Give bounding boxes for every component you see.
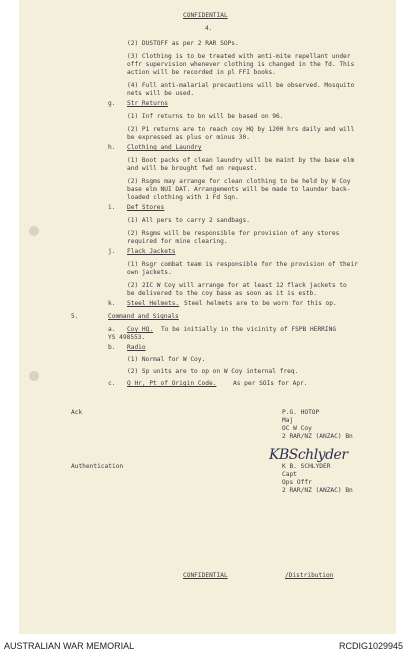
section-heading: Command and Signals [108,313,179,320]
text-line: action will be recorded in pl FFI books. [127,69,277,76]
text-line: and will be brought fwd on request. [127,165,258,172]
text-line: base elm NUI DAT. Arrangements will be made to launder back- [127,186,351,193]
para-label: a. [108,326,116,333]
text-line: be delivered to the coy base as soon as it is estb. [127,290,317,297]
text-line: required for mine clearing. [127,238,228,245]
text-line: As per SOIs for Apr. [233,380,308,387]
text-line: (1) Boot packs of clean laundry will be maint by the base elm [127,157,355,164]
classification-footer: CONFIDENTIAL [183,572,228,579]
text-line: own jackets. [127,269,172,276]
auth-name: K B. SCHLYDER [282,463,331,470]
page-number: 4. [205,25,213,32]
text-line: (2) Rsgms will be responsible for provision of any stores [127,230,340,237]
para-heading: Str Returns [127,100,168,107]
text-line: Steel helmets are to be worn for this op. [184,300,337,307]
para-heading: Def Stores [127,204,165,211]
text-line: (1) Inf returns to bn will be based on 96. [127,113,284,120]
para-label: g. [108,100,116,107]
ack-name: P.G. HOTOP [282,409,320,416]
text-line: be expressed as plus or minus 30. [127,134,250,141]
para-heading: Flack Jackets [127,248,176,255]
archive-footer [0,634,407,654]
text-line: nets will be used. [127,90,195,97]
auth-unit: 2 RAR/NZ (ANZAC) Bn [282,487,353,494]
auth-appointment: Ops Offr [282,479,312,486]
para-label: i. [108,204,116,211]
text-line: (1) Normal for W Coy. [127,356,206,363]
para-heading: Steel Helmets. [127,300,180,307]
text-line: YS 498553. [108,334,146,341]
section-number: 5. [71,313,79,320]
classification-header: CONFIDENTIAL [183,12,228,19]
ack-unit: 2 RAR/NZ (ANZAC) Bn [282,433,353,440]
ack-rank: Maj [282,417,294,424]
text-line: (1) Rsgr combat team is responsible for the provision of their [127,261,358,268]
para-heading: Q Hr, Pt of Origin Code. [127,380,217,387]
archive-name: AUSTRALIAN WAR MEMORIAL [4,641,135,651]
ack-appointment: OC W Coy [282,425,312,432]
para-label: h. [108,144,116,151]
text-line: (2) P1 returns are to reach coy HQ by 1200 hrs daily and will [127,126,355,133]
para-label: k. [108,300,116,307]
text-line: (3) Clothing is to be treated with anti-mite repellant under [127,53,351,60]
document-page [19,0,396,634]
text-line: (2) Rsgms may arrange for clean clothing to be held by W Coy [127,178,351,185]
para-heading: Clothing and Laundry [127,144,202,151]
text-line: offr supervision whenever clothing is changed in the fd. This [127,61,355,68]
text-line: (2) DUSTOFF as per 2 RAR SOPs. [127,40,239,47]
handwritten-signature: KBSchlyder [269,447,348,463]
distribution-note: /Distribution [285,572,334,579]
text-line: (2) Sp units are to op on W Coy internal freq. [127,368,299,375]
para-label: j. [108,248,116,255]
ack-label: Ack [71,409,83,416]
para-label: c. [108,380,116,387]
text-line: (1) All pers to carry 2 sandbags. [127,217,250,224]
archive-id: RCDIG1029945 [338,641,403,651]
auth-rank: Capt [282,471,297,478]
punch-hole [29,226,39,236]
text-line: To be initially in the vicinity of FSPB HERRING [161,326,337,333]
authentication-label: Authentication [71,463,124,470]
text-line: (2) 2IC W Coy will arrange for at least 12 flack jackets to [127,282,347,289]
para-heading: Coy HQ. [127,326,154,333]
punch-hole [29,371,39,381]
para-label: b. [108,344,116,351]
para-heading: Radio [127,344,146,351]
text-line: (4) Full anti-malarial precautions will be observed. Mosquito [127,82,355,89]
text-line: loaded clothing with 1 Fd Sqn. [127,194,239,201]
